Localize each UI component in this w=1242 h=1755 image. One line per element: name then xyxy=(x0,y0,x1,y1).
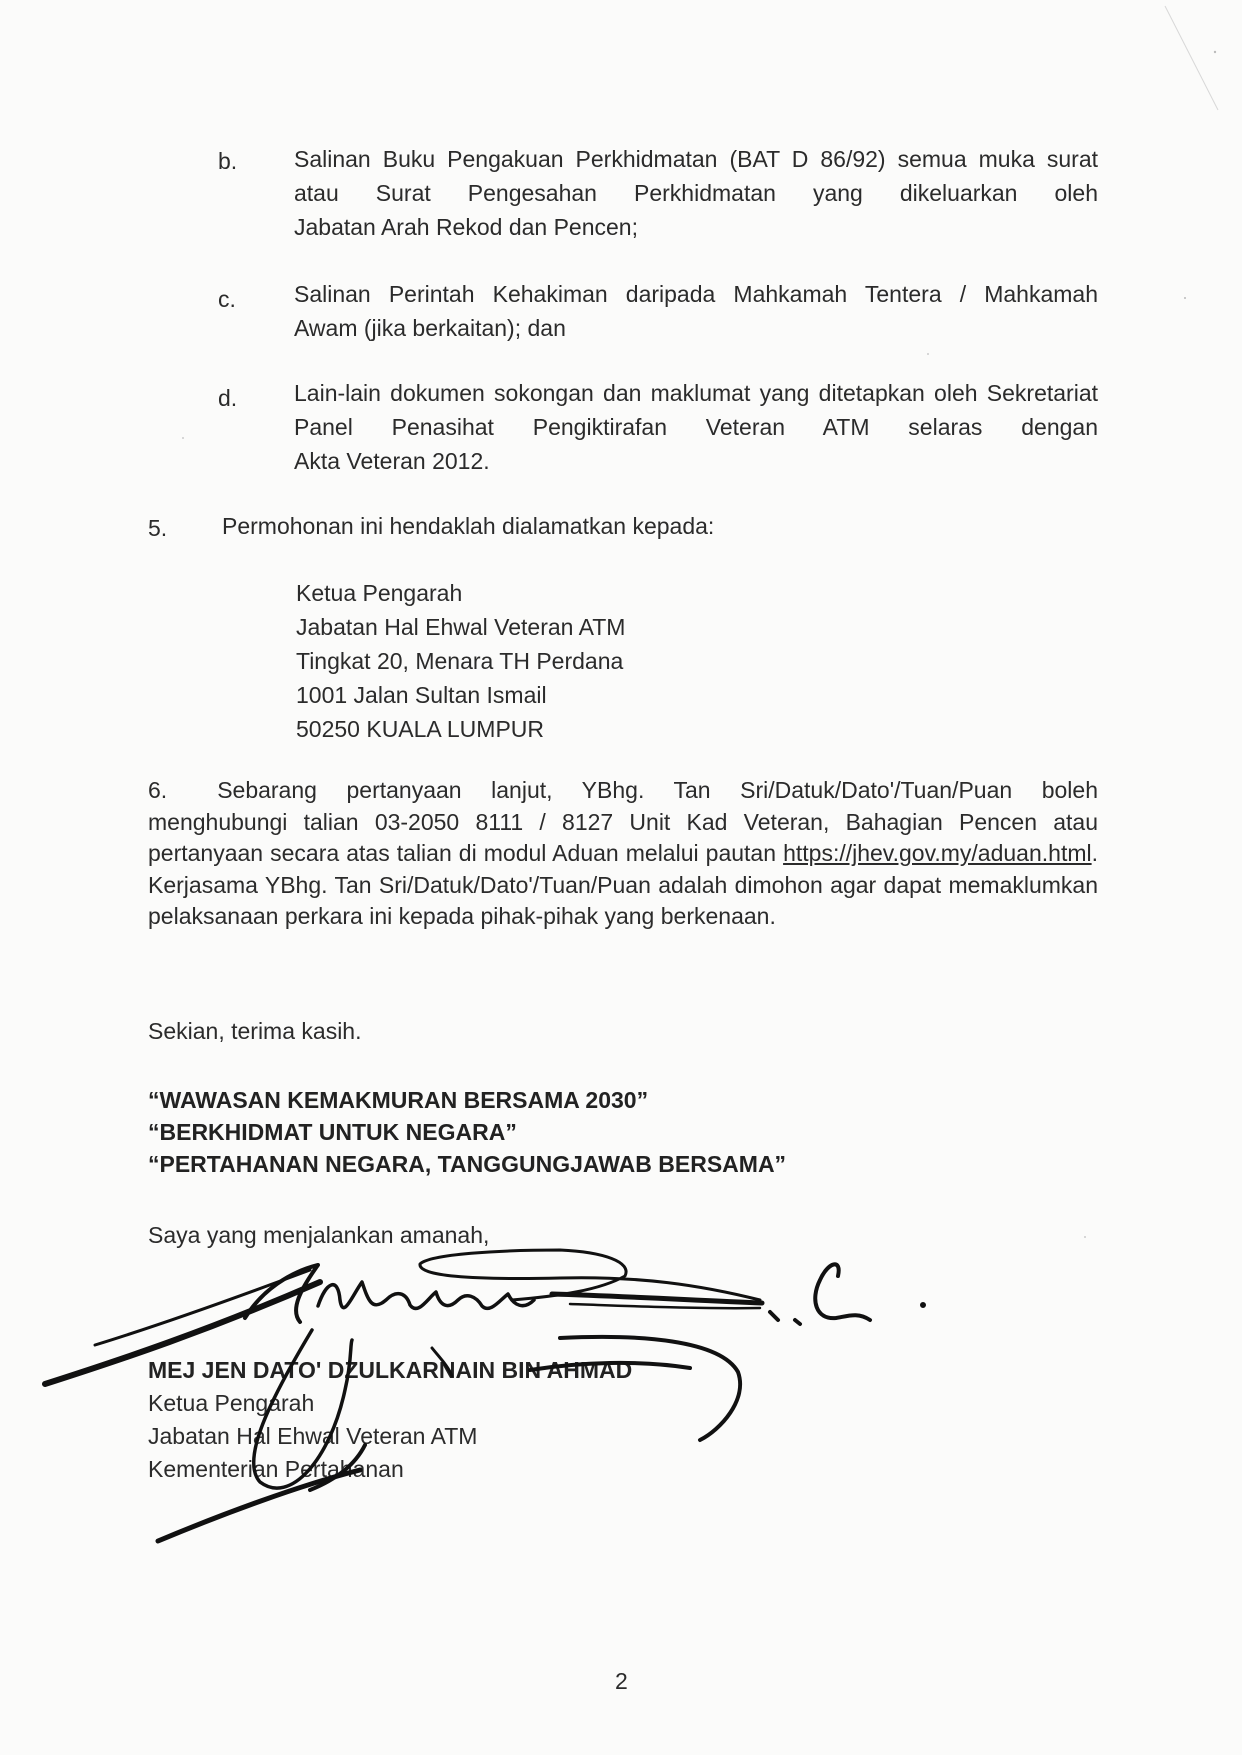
address-line-2: Jabatan Hal Ehwal Veteran ATM xyxy=(296,614,626,640)
signatory-department: Jabatan Hal Ehwal Veteran ATM xyxy=(148,1423,478,1449)
motto-2: “BERKHIDMAT UNTUK NEGARA” xyxy=(148,1119,517,1145)
para-6-number: 6. xyxy=(148,777,168,803)
motto-1: “WAWASAN KEMAKMURAN BERSAMA 2030” xyxy=(148,1087,649,1113)
sign-off-text: Saya yang menjalankan amanah, xyxy=(148,1222,490,1248)
address-line-1: Ketua Pengarah xyxy=(296,580,463,606)
item-b-letter: b. xyxy=(218,148,238,174)
item-b-line-2: Jabatan Arah Rekod dan Pencen; xyxy=(294,214,638,240)
signatory-title: Ketua Pengarah xyxy=(148,1390,315,1416)
para-6-text-before: Sebarang pertanyaan lanjut, YBhg. Tan Sri/Datuk/Dato'/Tuan/Puan boleh menghubungi talian 03-2050 8111 / 8127 Unit Kad Veteran, Bahagian Pencen atau pertanyaan secara atas talian di modul Aduan melalui pautan xyxy=(148,777,1098,866)
item-c-letter: c. xyxy=(218,286,236,312)
motto-3: “PERTAHANAN NEGARA, TANGGUNGJAWAB BERSAMA” xyxy=(148,1151,787,1177)
address-line-3: Tingkat 20, Menara TH Perdana xyxy=(296,648,624,674)
para-5-number: 5. xyxy=(148,515,168,541)
address-line-5: 50250 KUALA LUMPUR xyxy=(296,716,545,742)
item-b-line-1: Salinan Buku Pengakuan Perkhidmatan (BAT D 86/92) semua muka surat atau Surat Pengesahan Perkhidmatan yang dikeluarkan oleh xyxy=(294,146,1098,206)
item-d-line-2: Akta Veteran 2012. xyxy=(294,448,490,474)
address-line-4: 1001 Jalan Sultan Ismail xyxy=(296,682,547,708)
para-6-text-after: . Kerjasama YBhg. Tan Sri/Datuk/Dato'/Tuan/Puan adalah dimohon agar dapat memaklumkan pelaksanaan perkara ini kepada pihak-pihak yang berkenaan. xyxy=(148,840,1098,929)
item-c-line-2: Awam (jika berkaitan); dan xyxy=(294,315,566,341)
item-d-letter: d. xyxy=(218,385,238,411)
signatory-name: MEJ JEN DATO' DZULKARNAIN BIN AHMAD xyxy=(148,1357,633,1383)
page-number: 2 xyxy=(615,1668,628,1694)
signatory-ministry: Kementerian Pertahanan xyxy=(148,1456,404,1482)
item-d-line-1: Lain-lain dokumen sokongan dan maklumat yang ditetapkan oleh Sekretariat Panel Penasihat Pengiktirafan Veteran ATM selaras dengan xyxy=(294,380,1098,440)
closing-text: Sekian, terima kasih. xyxy=(148,1018,362,1044)
para-5-text: Permohonan ini hendaklah dialamatkan kepada: xyxy=(222,513,715,539)
item-c-line-1: Salinan Perintah Kehakiman daripada Mahkamah Tentera / Mahkamah xyxy=(294,281,1098,307)
aduan-link[interactable]: https://jhev.gov.my/aduan.html xyxy=(783,840,1092,866)
